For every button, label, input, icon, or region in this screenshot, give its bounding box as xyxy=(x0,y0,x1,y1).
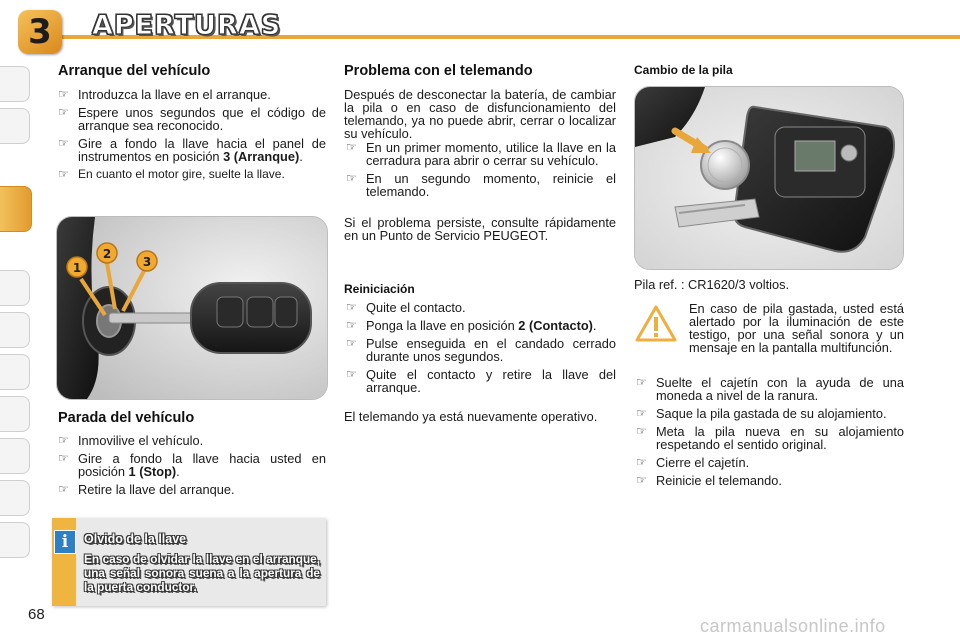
info-title: Olvido de la llave xyxy=(84,532,187,546)
cambio-title: Cambio de la pila xyxy=(634,63,733,77)
problema-list xyxy=(344,141,616,203)
list-item: ☞ Reinicie el telemando. xyxy=(636,473,782,488)
arranque-title: Arranque del vehículo xyxy=(58,63,211,79)
reiniciacion-title: Reiniciación xyxy=(344,282,415,296)
list-item: ☞ Saque la pila gastada de su alojamiento. xyxy=(636,406,887,421)
chapter-tab-9[interactable] xyxy=(0,480,30,516)
page-title: APERTURAS xyxy=(92,10,282,41)
list-item: ☞ Gire a fondo la llave hacia usted en posición 1 (Stop). xyxy=(58,451,326,479)
pointing-hand-icon: ☞ xyxy=(636,473,647,487)
problema-intro: Después de desconectar la batería, de cambiar la pila o en caso de disfuncionamiento del telemando, ya no puede abrir, cerrar o localizar su vehículo. xyxy=(344,87,616,141)
chapter-tab-7[interactable] xyxy=(0,396,30,432)
position-label-2: 2 xyxy=(102,247,112,261)
chapter-tab-8[interactable] xyxy=(0,438,30,474)
chapter-tab-3-active[interactable] xyxy=(0,186,32,232)
warning-triangle-icon xyxy=(634,302,678,346)
info-box xyxy=(52,518,326,606)
watermark: carmanualsonline.info xyxy=(700,616,886,636)
battery-reference: Pila ref. : CR1620/3 voltios. xyxy=(634,277,790,292)
list-item: ☞ Ponga la llave en posición 2 (Contacto). xyxy=(346,318,597,333)
pointing-hand-icon: ☞ xyxy=(346,171,357,185)
chapter-tab-10[interactable] xyxy=(0,522,30,558)
list-item: ☞ Espere unos segundos que el código de arranque sea reconocido. xyxy=(58,105,326,133)
list-item: ☞ En un primer momento, utilice la llave en la cerradura para abrir o cerrar su vehículo. xyxy=(346,140,616,168)
pointing-hand-icon: ☞ xyxy=(58,451,69,465)
battery-warning-text: En caso de pila gastada, usted está alertado por la iluminación de este testigo, por una señal sonora y un mensaje en la pantalla multifunción. xyxy=(689,301,904,355)
list-item: ☞ Cierre el cajetín. xyxy=(636,455,750,470)
info-icon: i xyxy=(54,530,76,554)
reiniciacion-outro: El telemando ya está nuevamente operativo. xyxy=(344,409,598,424)
chapter-badge: 3 xyxy=(18,10,62,54)
list-item: ☞ Inmovilive el vehículo. xyxy=(58,433,204,448)
chapter-tab-4[interactable] xyxy=(0,270,30,306)
pointing-hand-icon: ☞ xyxy=(346,318,357,332)
list-item: ☞ Suelte el cajetín con la ayuda de una moneda a nivel de la ranura. xyxy=(636,375,904,403)
list-item: ☞ Introduzca la llave en el arranque. xyxy=(58,87,271,102)
pointing-hand-icon: ☞ xyxy=(636,375,647,389)
page-header xyxy=(0,0,960,62)
chapter-tab-6[interactable] xyxy=(0,354,30,390)
pointing-hand-icon: ☞ xyxy=(346,367,357,381)
position-label-1: 1 xyxy=(72,261,82,275)
chapter-tab-2[interactable] xyxy=(0,108,30,144)
pointing-hand-icon: ☞ xyxy=(346,300,357,314)
list-item: ☞ En un segundo momento, reinicie el telemando. xyxy=(346,171,616,199)
list-item: ☞ Gire a fondo la llave hacia el panel de instrumentos en posición 3 (Arranque). xyxy=(58,136,326,164)
list-item: ☞ En cuanto el motor gire, suelte la llave. xyxy=(58,167,285,181)
list-item: ☞ Quite el contacto. xyxy=(346,300,466,315)
pointing-hand-icon: ☞ xyxy=(58,167,69,181)
page-number: 68 xyxy=(28,606,45,623)
position-label-3: 3 xyxy=(142,255,152,269)
info-text: En caso de olvidar la llave en el arranque, una señal sonora suena a la apertura de la puerta conductor. xyxy=(84,552,320,594)
pointing-hand-icon: ☞ xyxy=(58,105,69,119)
reiniciacion-list xyxy=(344,301,616,399)
pointing-hand-icon: ☞ xyxy=(58,482,69,496)
parada-list xyxy=(56,434,326,501)
problema-outro: Si el problema persiste, consulte rápidamente en un Punto de Servicio PEUGEOT. xyxy=(344,215,616,243)
pointing-hand-icon: ☞ xyxy=(58,87,69,101)
list-item: ☞ Retire la llave del arranque. xyxy=(58,482,235,497)
pointing-hand-icon: ☞ xyxy=(636,455,647,469)
list-item: ☞ Quite el contacto y retire la llave del arranque. xyxy=(346,367,616,395)
parada-title: Parada del vehículo xyxy=(58,410,195,426)
pointing-hand-icon: ☞ xyxy=(58,433,69,447)
pointing-hand-icon: ☞ xyxy=(346,140,357,154)
cambio-list xyxy=(634,376,904,492)
problema-title: Problema con el telemando xyxy=(344,63,533,79)
pointing-hand-icon: ☞ xyxy=(58,136,69,150)
arranque-list xyxy=(56,88,326,186)
chapter-tabs xyxy=(0,60,30,580)
chapter-tab-5[interactable] xyxy=(0,312,30,348)
battery-change-photo xyxy=(634,86,904,270)
pointing-hand-icon: ☞ xyxy=(636,406,647,420)
pointing-hand-icon: ☞ xyxy=(636,424,647,438)
list-item: ☞ Pulse enseguida en el candado cerrado durante unos segundos. xyxy=(346,336,616,364)
chapter-tab-1[interactable] xyxy=(0,66,30,102)
list-item: ☞ Meta la pila nueva en su alojamiento respetando el sentido original. xyxy=(636,424,904,452)
pointing-hand-icon: ☞ xyxy=(346,336,357,350)
key-ignition-photo xyxy=(56,216,328,400)
